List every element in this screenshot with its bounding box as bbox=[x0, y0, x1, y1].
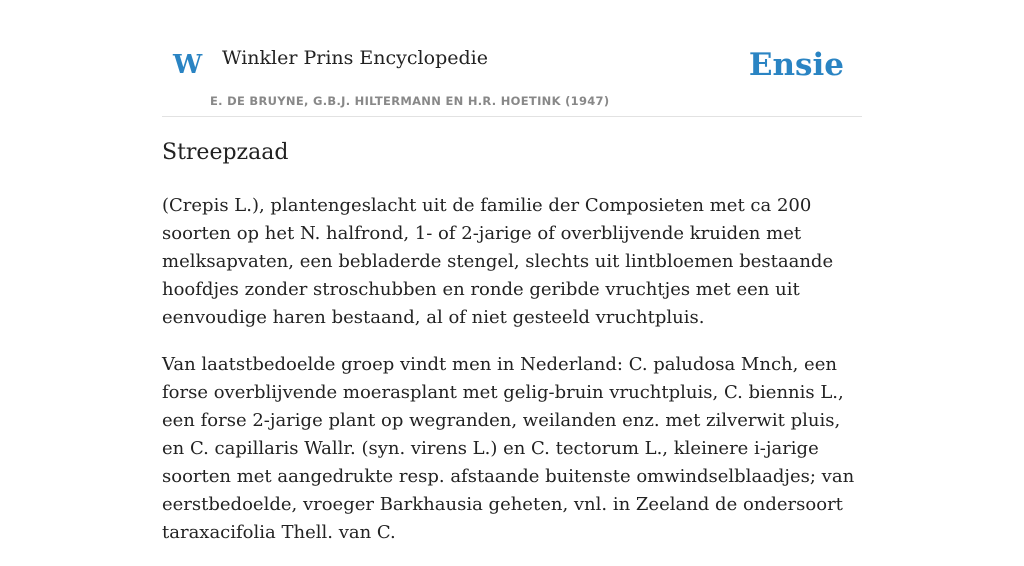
ensie-logo-link[interactable]: Ensie bbox=[748, 47, 844, 83]
site-header bbox=[162, 30, 862, 117]
winkler-prins-logo-icon[interactable]: W bbox=[173, 50, 203, 80]
article-body bbox=[162, 192, 862, 566]
article-paragraph: Van laatstbedoelde groep vindt men in Nederland: C. paludosa Mnch, een forse overblijvende moerasplant met gelig-bruin vruchtpluis, C. biennis L., een forse 2-jarige plant op wegranden, weilanden enz. met zilverwit pluis, en C. capillaris Wallr. (syn. virens L.) en C. tectorum L., kleinere i-jarige soorten met aangedrukte resp. afstaande buitenste omwindselblaadjes; van eerstbedoelde, vroeger Barkhausia geheten, vnl. in Zeeland de ondersoort taraxacifolia Thell. van C. bbox=[162, 354, 855, 543]
source-authors: E. DE BRUYNE, G.B.J. HILTERMANN EN H.R. HOETINK (1947) bbox=[210, 94, 610, 108]
source-title-link[interactable]: Winkler Prins Encyclopedie bbox=[222, 47, 488, 69]
article-title: Streepzaad bbox=[162, 140, 289, 165]
article-paragraph: (Crepis L.), plantengeslacht uit de familie der Composieten met ca 200 soorten op het N. halfrond, 1- of 2-jarige of overblijvende kruiden met melksapvaten, een bebladerde stengel, slechts uit lintbloemen bestaande hoofdjes zonder stroschubben en ronde geribde vruchtjes met een uit eenvoudige haren bestaand, al of niet gesteeld vruchtpluis. bbox=[162, 195, 834, 328]
